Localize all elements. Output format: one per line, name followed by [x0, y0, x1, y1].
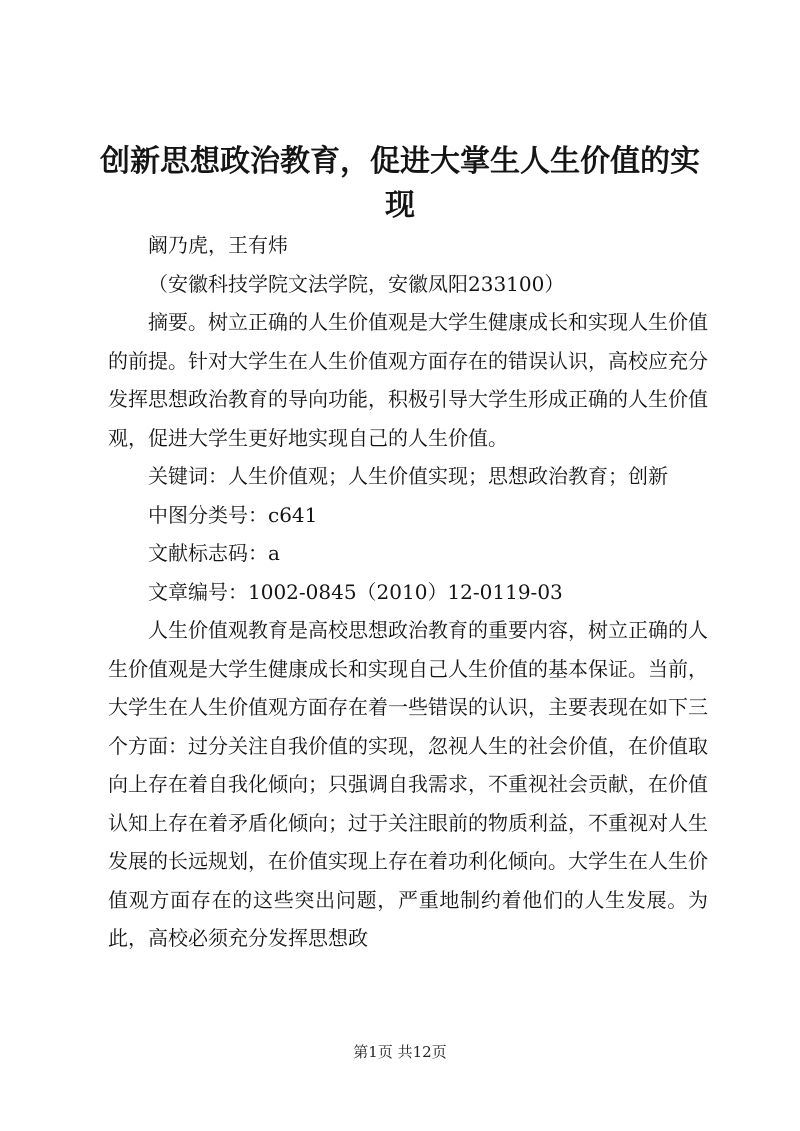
document-title: 创新思想政治教育，促进大掌生人生价值的实现: [100, 144, 700, 223]
keywords-line: 关键词：人生价值观；人生价值实现；思想政治教育；创新: [148, 464, 668, 488]
document-code-line: 文献标志码：a: [148, 541, 280, 565]
body-paragraph: 人生价值观教育是高校思想政治教育的重要内容，树立正确的人生价值观是大学生健康成长和实现自己人生价值的基本保证。当前，大学生在人生价值观方面存在着一些错误的认识，主要表现在如下三个方面：过分关注自我价值的实现，忽视人生的社会价值，在价值取向上存在着自我化倾向；只强调自我需求，不重视社会贡献，在价值认知上存在着矛盾化倾向；过于关注眼前的物质利益，不重视对人生发展的长远规划，在价值实现上存在着功利化倾向。大学生在人生价值观方面存在的这些突出问题，严重地制约着他们的人生发展。为此，高校必须充分发挥思想政: [108, 618, 708, 950]
document-body: [108, 226, 708, 958]
author-line: 阚乃虎，王有炜: [148, 233, 288, 257]
article-number-line: 文章编号：1002-0845（2010）12-0119-03: [148, 579, 563, 604]
page-footer: 第1页 共12页: [353, 1043, 447, 1061]
abstract-paragraph: 摘要。树立正确的人生价值观是大学生健康成长和实现人生价值的前提。针对大学生在人生价值观方面存在的错误认识，高校应充分发挥思想政治教育的导向功能，积极引导大学生形成正确的人生价值观，促进大学生更好地实现自己的人生价值。: [108, 310, 708, 450]
affiliation-line: （安徽科技学院文法学院，安徽凤阳233100）: [148, 271, 565, 296]
clc-number-line: 中图分类号：c641: [148, 502, 318, 527]
